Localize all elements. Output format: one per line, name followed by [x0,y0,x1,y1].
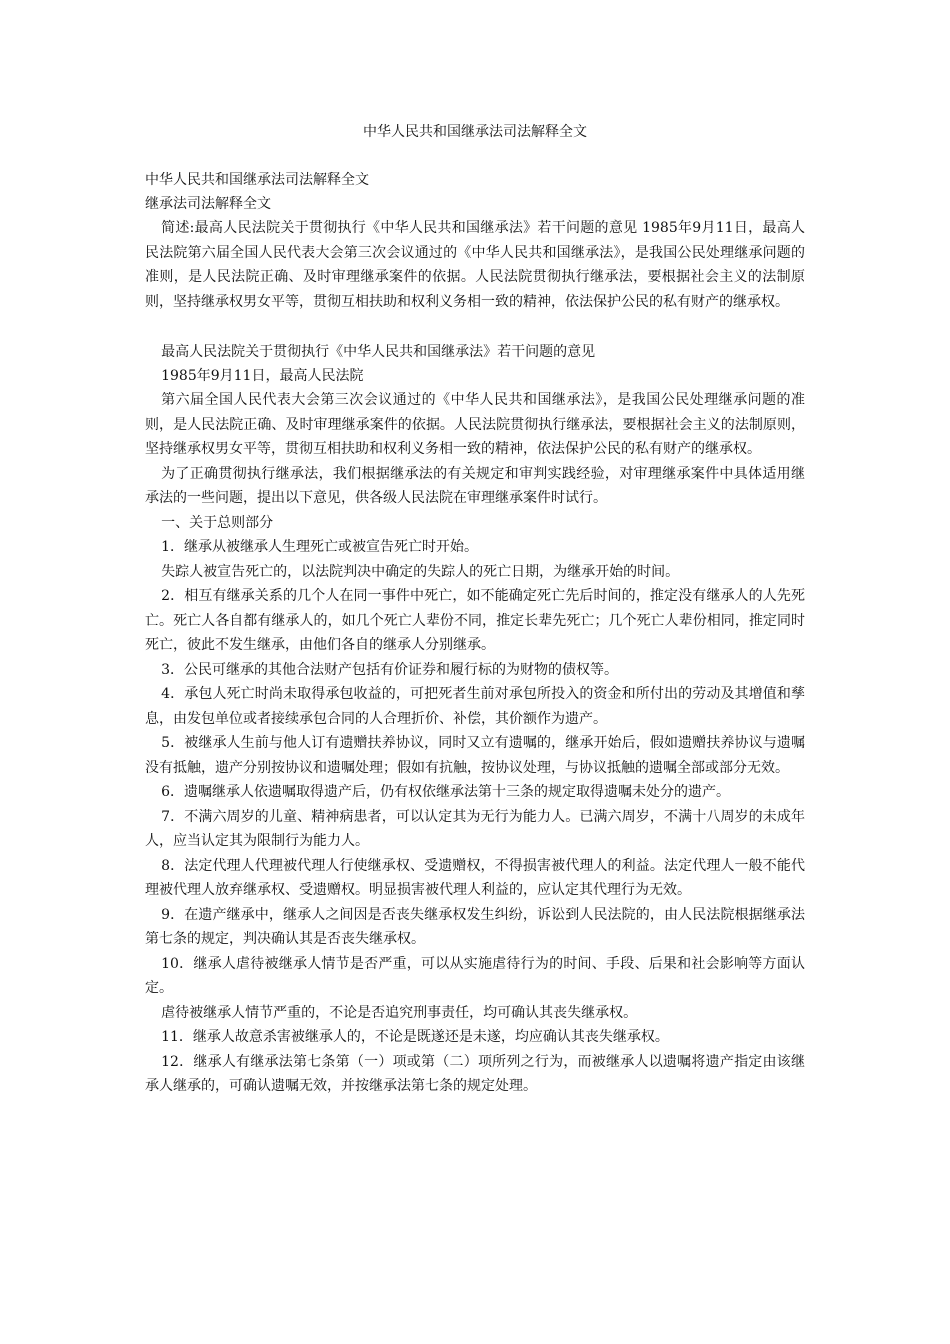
opinion-date: 1985年9月11日，最高人民法院 [161,368,364,384]
opinion-title: 最高人民法院关于贯彻执行《中华人民共和国继承法》若干问题的意见 [161,344,596,360]
body-paragraph: 第六届全国人民代表大会第三次会议通过的《中华人民共和国继承法》，是我国公民处理继承问题的准则，是人民法院正确、及时审理继承案件的依据。人民法院贯彻执行继承法，要根据社会主义的法制原则，坚持继承权男女平等，贯彻互相扶助和权利义务相一致的精神，依法保护公民的私有财产的继承权。 [145,392,805,457]
article-1: 1．继承从被继承人生理死亡或被宣告死亡时开始。 [161,539,478,555]
article-4: 4．承包人死亡时尚未取得承包收益的，可把死者生前对承包所投入的资金和所付出的劳动及其增值和孳息，由发包单位或者接续承包合同的人合理折价、补偿，其价额作为遗产。 [145,686,805,727]
document-page [145,120,805,1099]
body-paragraph: 为了正确贯彻执行继承法，我们根据继承法的有关规定和审判实践经验，对审理继承案件中具体适用继承法的一些问题，提出以下意见，供各级人民法院在审理继承案件时试行。 [145,465,805,506]
article-11: 11．继承人故意杀害被继承人的，不论是既遂还是未遂，均应确认其丧失继承权。 [161,1029,669,1045]
article-10-note: 虐待被继承人情节严重的，不论是否追究刑事责任，均可确认其丧失继承权。 [161,1004,638,1021]
section-spacer [145,314,805,340]
heading-secondary: 继承法司法解释全文 [145,196,271,212]
article-1-note: 失踪人被宣告死亡的，以法院判决中确定的失踪人的死亡日期，为继承开始的时间。 [161,563,680,580]
article-7: 7．不满六周岁的儿童、精神病患者，可以认定其为无行为能力人。已满六周岁，不满十八周岁的未成年人，应当认定其为限制行为能力人。 [145,808,805,849]
article-3: 3．公民可继承的其他合法财产包括有价证券和履行标的为财物的债权等。 [161,661,618,678]
section-heading: 一、关于总则部分 [161,514,274,531]
heading-primary: 中华人民共和国继承法司法解释全文 [145,172,369,188]
article-12: 12．继承人有继承法第七条第（一）项或第（二）项所列之行为，而被继承人以遗嘱将遗产指定由该继承人继承的，可确认遗嘱无效，并按继承法第七条的规定处理。 [145,1053,805,1094]
article-9: 9．在遗产继承中，继承人之间因是否丧失继承权发生纠纷，诉讼到人民法院的，由人民法院根据继承法第七条的规定，判决确认其是否丧失继承权。 [145,906,805,947]
summary-paragraph: 简述:最高人民法院关于贯彻执行《中华人民共和国继承法》若干问题的意见 1985年9月11日，最高人民法院第六届全国人民代表大会第三次会议通过的《中华人民共和国继承法》，是我国公民处理继承问题的准则，是人民法院正确、及时审理继承案件的依据。人民法院贯彻执行继承法，要根据社会主义的法制原则，坚持继承权男女平等，贯彻互相扶助和权利义务相一致的精神，依法保护公民的私有财产的继承权。 [145,220,805,310]
article-2: 2．相互有继承关系的几个人在同一事件中死亡，如不能确定死亡先后时间的，推定没有继承人的人先死亡。死亡人各自都有继承人的，如几个死亡人辈份不同，推定长辈先死亡；几个死亡人辈份相同，推定同时死亡，彼此不发生继承，由他们各自的继承人分别继承。 [145,588,805,653]
article-5: 5．被继承人生前与他人订有遗赠扶养协议，同时又立有遗嘱的，继承开始后，假如遗赠扶养协议与遗嘱没有抵触，遗产分别按协议和遗嘱处理；假如有抗触，按协议处理，与协议抵触的遗嘱全部或部分无效。 [145,735,805,776]
article-8: 8．法定代理人代理被代理人行使继承权、受遗赠权，不得损害被代理人的利益。法定代理人一般不能代理被代理人放弃继承权、受遗赠权。明显损害被代理人利益的，应认定其代理行为无效。 [145,857,805,898]
article-10: 10．继承人虐待被继承人情节是否严重，可以从实施虐待行为的时间、手段、后果和社会影响等方面认定。 [145,955,805,996]
article-6: 6．遗嘱继承人依遗嘱取得遗产后，仍有权依继承法第十三条的规定取得遗嘱未处分的遗产。 [161,784,730,800]
document-title: 中华人民共和国继承法司法解释全文 [363,124,587,140]
